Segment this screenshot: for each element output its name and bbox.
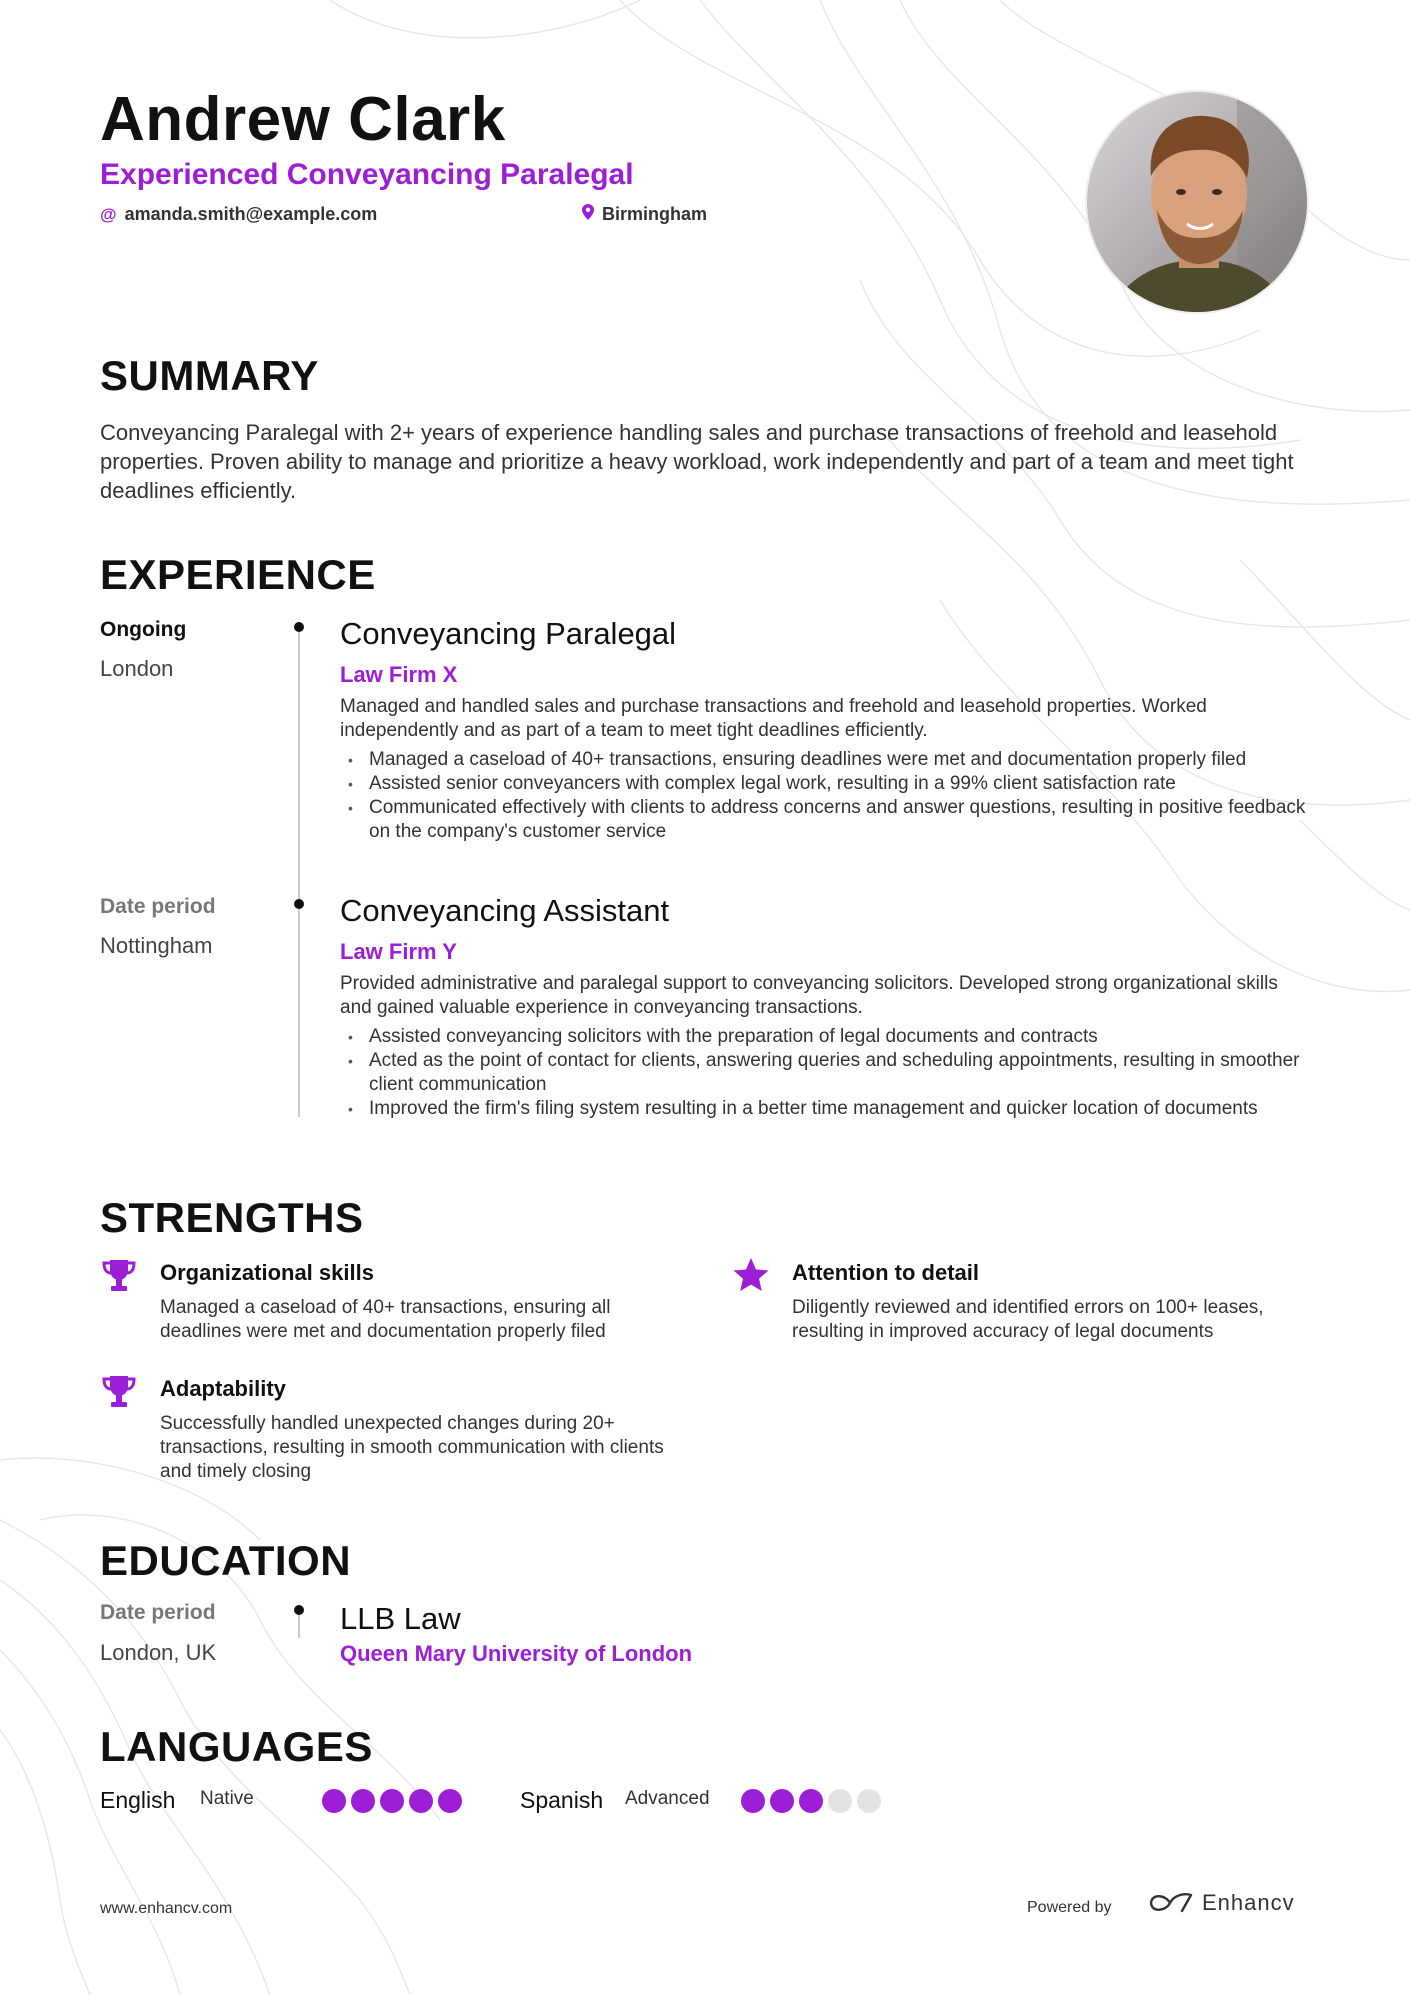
summary-heading: SUMMARY <box>100 352 319 399</box>
summary-text: Conveyancing Paralegal with 2+ years of experience handling sales and purchase transactions of freehold and leasehold properties. Proven ability to manage and prioritize a heavy workload, work independently and part of a team and meet tight deadlines efficiently. <box>100 420 1294 503</box>
rating-dot-filled <box>770 1789 794 1813</box>
job-period: Date period <box>100 895 216 918</box>
education-location: London, UK <box>100 1640 217 1665</box>
job-bullets <box>340 1025 1310 1121</box>
job-description: Provided administrative and paralegal support to conveyancing solicitors. Developed strong organizational skills and gained valuable experience in conveyancing transactions. <box>340 973 1278 1018</box>
job-location: London <box>100 656 174 681</box>
language-level: Advanced <box>625 1788 710 1809</box>
strength-description: Diligently reviewed and identified errors on 100+ leases, resulting in improved accuracy of legal documents <box>792 1297 1264 1342</box>
job-title: Conveyancing Assistant <box>340 893 670 928</box>
job-company: Law Firm X <box>340 662 458 687</box>
job-bullet: • Managed a caseload of 40+ transactions, ensuring deadlines were met and documentation properly filed <box>340 748 1310 772</box>
timeline-dot <box>294 622 304 632</box>
timeline-dot <box>294 899 304 909</box>
timeline-dot <box>294 1605 304 1615</box>
location-text: Birmingham <box>602 204 708 224</box>
star-icon <box>732 1256 770 1294</box>
trophy-icon <box>100 1372 138 1410</box>
education-heading: EDUCATION <box>100 1537 352 1584</box>
education-degree: LLB Law <box>340 1601 461 1636</box>
footer-url[interactable]: www.enhancv.com <box>100 1900 233 1917</box>
powered-by-label: Powered by <box>1027 1899 1112 1916</box>
trophy-icon <box>100 1256 138 1294</box>
email-text: amanda.smith@example.com <box>124 204 378 224</box>
job-description: Managed and handled sales and purchase transactions and freehold and leasehold properties. Worked independently and as part of a team to meet tight deadlines efficiently. <box>340 696 1207 741</box>
job-company: Law Firm Y <box>340 939 457 964</box>
map-pin-icon <box>582 204 594 225</box>
job-location: Nottingham <box>100 933 213 958</box>
job-bullets <box>340 748 1310 844</box>
rating-dot-filled <box>438 1789 462 1813</box>
at-icon: @ <box>100 204 117 224</box>
rating-dot-filled <box>322 1789 346 1813</box>
strength-title: Adaptability <box>160 1376 286 1401</box>
job-bullet: • Improved the firm's filing system resulting in a better time management and quicker location of documents <box>340 1097 1310 1121</box>
languages-heading: LANGUAGES <box>100 1723 373 1770</box>
brand-name: Enhancv <box>1202 1890 1295 1915</box>
strengths-heading: STRENGTHS <box>100 1194 364 1241</box>
strength-title: Organizational skills <box>160 1260 374 1285</box>
job-bullet: • Communicated effectively with clients to address concerns and answer questions, resulting in positive feedback on the company's customer service <box>340 796 1310 844</box>
brand-logo[interactable] <box>1148 1890 1295 1916</box>
language-level: Native <box>200 1788 254 1809</box>
strength-description: Successfully handled unexpected changes during 20+ transactions, resulting in smooth communication with clients and timely closing <box>160 1413 664 1482</box>
language-rating <box>741 1789 881 1813</box>
experience-timeline <box>298 627 300 1117</box>
strength-description: Managed a caseload of 40+ transactions, ensuring all deadlines were met and documentation properly filed <box>160 1297 611 1342</box>
rating-dot-empty <box>857 1789 881 1813</box>
contact-location <box>582 204 707 225</box>
education-period: Date period <box>100 1601 216 1624</box>
rating-dot-filled <box>409 1789 433 1813</box>
rating-dot-filled <box>799 1789 823 1813</box>
job-title: Conveyancing Paralegal <box>340 616 677 651</box>
enhancv-logo-icon <box>1148 1891 1194 1915</box>
rating-dot-empty <box>828 1789 852 1813</box>
contact-email[interactable] <box>100 204 377 225</box>
candidate-role: Experienced Conveyancing Paralegal <box>100 158 634 191</box>
strength-title: Attention to detail <box>792 1260 979 1285</box>
profile-photo <box>1085 90 1309 314</box>
rating-dot-filled <box>741 1789 765 1813</box>
experience-heading: EXPERIENCE <box>100 551 376 598</box>
language-name: English <box>100 1787 176 1813</box>
language-name: Spanish <box>520 1787 604 1813</box>
job-bullet: • Assisted senior conveyancers with complex legal work, resulting in a 99% client satisfaction rate <box>340 772 1310 796</box>
rating-dot-filled <box>380 1789 404 1813</box>
candidate-name: Andrew Clark <box>100 85 506 154</box>
language-rating <box>322 1789 462 1813</box>
job-bullet: • Acted as the point of contact for clients, answering queries and scheduling appointments, resulting in smoother client communication <box>340 1049 1310 1097</box>
education-school: Queen Mary University of London <box>340 1641 693 1666</box>
job-bullet: • Assisted conveyancing solicitors with the preparation of legal documents and contracts <box>340 1025 1310 1049</box>
job-period: Ongoing <box>100 618 187 641</box>
rating-dot-filled <box>351 1789 375 1813</box>
